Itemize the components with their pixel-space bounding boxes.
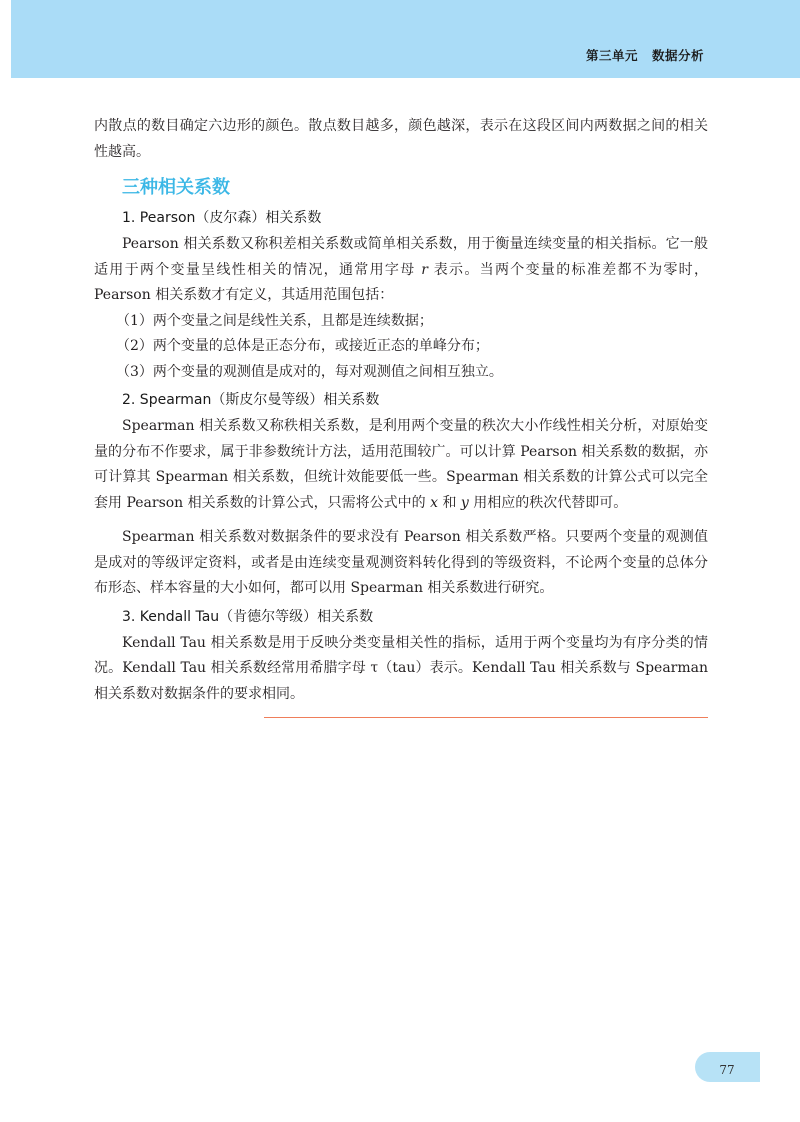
chapter-title: 数据分析 (651, 48, 704, 63)
intro-paragraph: 内散点的数目确定六边形的颜色。散点数目越多，颜色越深，表示在这段区间内两数据之间的相关性越高。 (94, 118, 708, 160)
and-word: 和 (438, 494, 461, 511)
y-symbol: y (460, 494, 469, 511)
pearson-heading: 1. Pearson（皮尔森）相关系数 (122, 210, 322, 226)
pearson-paragraph (94, 232, 708, 309)
r-symbol: r (421, 261, 428, 278)
spearman-text-a: Spearman 相关系数又称秩相关系数，是利用两个变量的秩次大小作线性相关分析，对原始变量的分布不作要求，属于非参数统计方法，适用范围较广。可以计算 Pearson 相关系数的数据，亦可计算其 Spearman 相关系数，但统计效能要低一些。Spearman 相关系数的计算公式可以完全套用 Pearson 相关系数的计算公式，只需将公式中的 (94, 418, 708, 511)
kendall-paragraph: Kendall Tau 相关系数是用于反映分类变量相关性的指标，适用于两个变量均为有序分类的情况。Kendall Tau 相关系数经常用希腊字母 τ（tau）表示。Kendall Tau 相关系数与 Spearman 相关系数对数据条件的要求相同。 (94, 634, 708, 702)
pearson-text-a: Pearson 相关系数又称积差相关系数或简单相关系数，用于衡量连续变量的相关指标。它一般适用于两个变量呈线性相关的情况，通常用字母 (94, 236, 708, 278)
pearson-condition-1: （1）两个变量之间是线性关系，且都是连续数据； (116, 312, 433, 329)
spearman-paragraph-1 (94, 414, 708, 516)
section-heading: 三种相关系数 (122, 177, 230, 198)
unit-label: 第三单元 (585, 48, 638, 63)
section-end-rule (264, 717, 708, 718)
pearson-condition-3: （3）两个变量的观测值是成对的，每对观测值之间相互独立。 (116, 363, 503, 380)
page-body (94, 114, 708, 707)
page-number: 77 (719, 1063, 735, 1077)
pearson-condition-2: （2）两个变量的总体是正态分布，或接近正态的单峰分布； (116, 338, 489, 354)
running-header (586, 46, 704, 64)
x-symbol: x (430, 494, 439, 511)
pearson-text-b: 表示。当两个变量的标准差都不为零时，Pearson 相关系数才有定义，其适用范围包括： (94, 261, 708, 303)
spearman-heading: 2. Spearman（斯皮尔曼等级）相关系数 (122, 392, 380, 408)
spearman-paragraph-2: Spearman 相关系数对数据条件的要求没有 Pearson 相关系数严格。只要两个变量的观测值是成对的等级评定资料，或者是由连续变量观测资料转化得到的等级资料，不论两个变量的总体分布形态、样本容量的大小如何，都可以用 Spearman 相关系数进行研究。 (94, 529, 708, 596)
kendall-heading: 3. Kendall Tau（肯德尔等级）相关系数 (122, 608, 374, 625)
spearman-text-b: 用相应的秩次代替即可。 (468, 494, 628, 511)
header-band (11, 0, 800, 78)
